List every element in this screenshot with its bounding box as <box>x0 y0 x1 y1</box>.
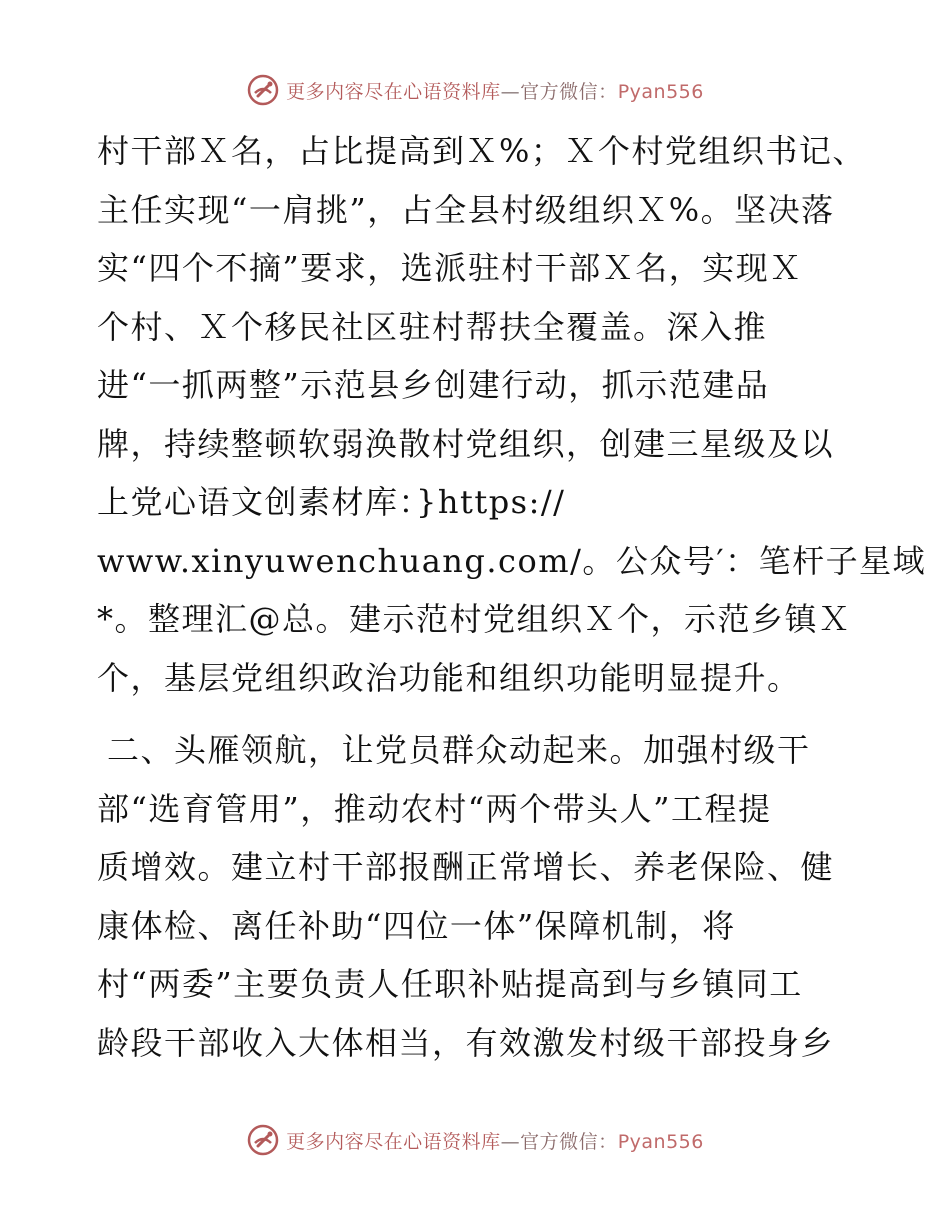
text-line: 牌，持续整顿软弱涣散村党组织，创建三星级及以 <box>97 424 835 463</box>
text-line: 进“一抓两整”示范县乡创建行动，抓示范建品 <box>97 366 770 404</box>
text-line: 村干部Ｘ名，占比提高到Ｘ%；Ｘ个村党组织书记、 <box>97 132 866 170</box>
text-line: *。整理汇@总。建示范村党组织Ｘ个，示范乡镇Ｘ <box>97 600 852 638</box>
text-line: www.xinyuwenchuang.com/。公众号′：笔杆子星域 <box>97 541 927 580</box>
text-line: 上党心语文创素材库：}https:// <box>97 483 566 521</box>
text-line: 主任实现“一肩挑”，占全县村级组织Ｘ%。坚决落 <box>97 190 835 229</box>
book-logo-icon <box>246 1123 280 1157</box>
text-line: 个，基层党组织政治功能和组织功能明显提升。 <box>97 658 801 697</box>
text-line: 村“两委”主要负责人任职补贴提高到与乡镇同工 <box>97 965 803 1003</box>
text-line: 康体检、离任补助“四位一体”保障机制，将 <box>97 906 736 945</box>
text-line: 实“四个不摘”要求，选派驻村干部Ｘ名，实现Ｘ <box>97 249 803 287</box>
paragraph-2 <box>97 721 857 1072</box>
footer-watermark <box>0 1120 950 1160</box>
watermark-text: 更多内容尽在心语资料库—官方微信：Pyan556 <box>286 1130 704 1153</box>
paragraph-1 <box>97 122 927 707</box>
text-line: 质增效。建立村干部报酬正常增长、养老保险、健 <box>97 848 835 886</box>
watermark-text: 更多内容尽在心语资料库—官方微信：Pyan556 <box>286 80 704 103</box>
text-line: 个村、Ｘ个移民社区驻村帮扶全覆盖。深入推 <box>97 307 768 346</box>
header-watermark <box>0 70 950 110</box>
section-heading-line: 二、头雁领航，让党员群众动起来。加强村级干 <box>107 731 811 769</box>
text-line: 部“选育管用”，推动农村“两个带头人”工程提 <box>97 789 772 828</box>
book-logo-icon <box>246 73 280 107</box>
text-line: 龄段干部收入大体相当，有效激发村级干部投身乡 <box>97 1023 835 1062</box>
document-body <box>97 122 927 1072</box>
